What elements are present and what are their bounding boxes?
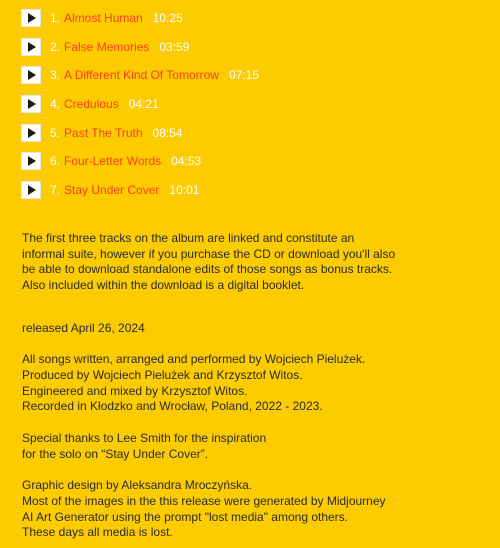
track-duration: 04:53: [171, 154, 202, 169]
track-number: 7.: [50, 183, 61, 198]
track-number: 3.: [50, 68, 61, 83]
track-title-link[interactable]: Stay Under Cover: [64, 183, 160, 198]
track-title-link[interactable]: Past The Truth: [64, 125, 143, 140]
track-duration: 04:21: [128, 97, 159, 112]
track-row: [21, 123, 259, 143]
play-button[interactable]: [21, 95, 41, 113]
play-icon: [28, 99, 36, 109]
track-row: [21, 37, 259, 57]
track-title-link[interactable]: A Different Kind Of Tomorrow: [64, 68, 219, 83]
credit-spacer: [22, 415, 386, 431]
track-row: [21, 180, 259, 200]
play-icon: [28, 156, 36, 166]
track-title-link[interactable]: Credulous: [64, 97, 119, 112]
track-list: [21, 8, 259, 209]
album-credits: [22, 352, 386, 541]
track-title-link[interactable]: False Memories: [64, 39, 150, 54]
credit-line: Recorded in Kłodzko and Wrocław, Poland, 2022 - 2023.: [22, 399, 323, 414]
credit-line: Special thanks to Lee Smith for the inspiration: [22, 430, 267, 445]
track-row: [21, 8, 259, 28]
play-icon: [28, 13, 36, 23]
about-line: Also included within the download is a digital booklet.: [22, 278, 305, 293]
about-line: The first three tracks on the album are linked and constitute an: [22, 231, 355, 245]
track-number: 6.: [50, 154, 61, 169]
play-icon: [28, 70, 36, 80]
play-button[interactable]: [21, 152, 41, 170]
track-row: [21, 65, 259, 85]
play-button[interactable]: [21, 66, 41, 84]
track-title-link[interactable]: Almost Human: [64, 11, 143, 25]
play-icon: [28, 185, 36, 195]
about-line: informal suite, however if you purchase the CD or download you'll also: [22, 246, 396, 261]
album-about-text: [22, 231, 395, 294]
credit-line: Graphic design by Aleksandra Mroczyńska.: [22, 478, 253, 492]
release-date: released April 26, 2024: [22, 321, 145, 335]
about-line: be able to download standalone edits of those songs as bonus tracks.: [22, 262, 393, 277]
track-number: 5.: [50, 125, 61, 140]
play-button[interactable]: [21, 9, 41, 27]
play-icon: [28, 128, 36, 138]
track-number: 2.: [50, 39, 61, 54]
play-icon: [28, 42, 36, 52]
track-number: 4.: [50, 97, 61, 112]
credit-line: Produced by Wojciech Pielużek and Krzysztof Witos.: [22, 367, 303, 382]
credit-spacer: [22, 462, 386, 478]
play-button[interactable]: [21, 124, 41, 142]
credit-line: These days all media is lost.: [22, 525, 173, 540]
credit-line: for the solo on “Stay Under Cover”.: [22, 446, 209, 461]
credit-line: Engineered and mixed by Krzysztof Witos.: [22, 383, 248, 398]
track-duration: 08:54: [152, 125, 183, 140]
track-row: [21, 94, 259, 114]
credit-line: All songs written, arranged and performed by Wojciech Pielużek.: [22, 352, 366, 366]
track-duration: 07:15: [228, 68, 260, 83]
track-duration: 10:25: [152, 11, 183, 25]
play-button[interactable]: [21, 181, 41, 199]
credit-line: Most of the images in the this release were generated by Midjourney: [22, 493, 386, 508]
track-duration: 10:01: [169, 183, 200, 198]
track-row: [21, 151, 259, 171]
play-button[interactable]: [21, 38, 41, 56]
track-number: 1.: [50, 11, 61, 25]
credit-line: AI Art Generator using the prompt "lost media" among others.: [22, 509, 349, 524]
track-duration: 03:59: [159, 39, 190, 54]
track-title-link[interactable]: Four-Letter Words: [64, 154, 162, 169]
